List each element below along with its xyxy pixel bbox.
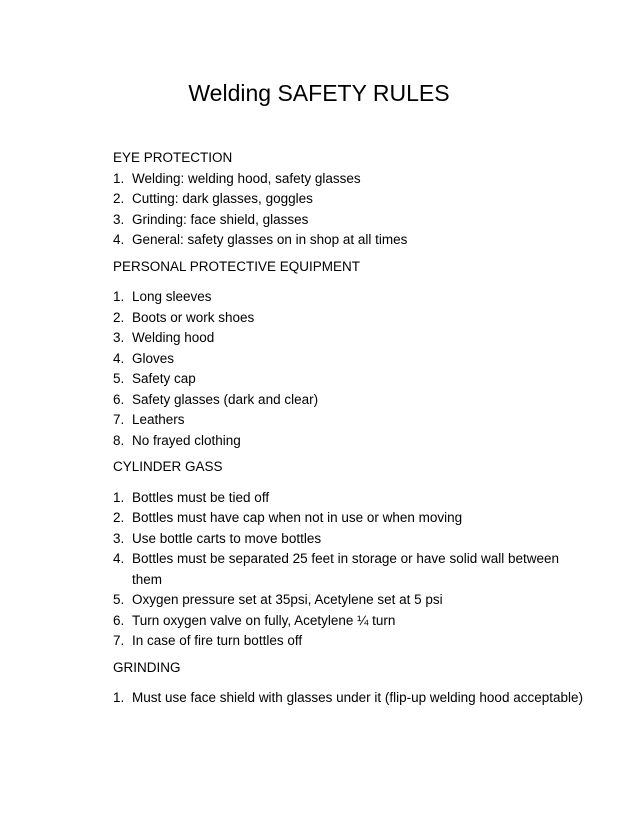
grinding-list (113, 688, 583, 709)
list-item: 4. Bottles must be separated 25 feet in storage or have solid wall between them (113, 551, 560, 587)
eye-protection-list (113, 169, 583, 251)
ppe-list (113, 287, 583, 451)
list-item: 5. Oxygen pressure set at 35psi, Acetylene set at 5 psi (113, 592, 443, 607)
list-item: 3. Grinding: face shield, glasses (113, 211, 309, 227)
section-eye-protection (113, 148, 583, 251)
cylinder-gass-list (113, 488, 583, 652)
list-item: 8. No frayed clothing (113, 432, 241, 448)
list-item: 3. Use bottle carts to move bottles (113, 530, 322, 546)
section-cylinder-gass (113, 457, 583, 652)
section-heading: CYLINDER GASS (113, 459, 223, 474)
list-item: 2. Cutting: dark glasses, goggles (113, 191, 313, 206)
list-item: 2. Boots or work shoes (113, 309, 255, 325)
document-body (113, 148, 583, 709)
list-item: 1. Welding: welding hood, safety glasses (113, 170, 361, 186)
list-item: 1. Long sleeves (113, 289, 212, 304)
section-heading: PERSONAL PROTECTIVE EQUIPMENT (113, 258, 361, 274)
section-grinding (113, 658, 583, 709)
section-heading: EYE PROTECTION (113, 150, 233, 165)
list-item: 4. Gloves (113, 350, 175, 366)
list-item: 2. Bottles must have cap when not in use or when moving (113, 510, 463, 525)
list-item: 5. Safety cap (113, 371, 196, 386)
list-item: 6. Turn oxygen valve on fully, Acetylene ¼ turn (113, 612, 396, 628)
list-item: 7. Leathers (113, 412, 185, 427)
list-item: 1. Bottles must be tied off (113, 489, 270, 505)
list-item: 4. General: safety glasses on in shop at all times (113, 232, 408, 247)
list-item: 6. Safety glasses (dark and clear) (113, 391, 319, 407)
list-item: 1. Must use face shield with glasses under it (flip-up welding hood acceptable) (113, 690, 583, 705)
section-heading: GRINDING (113, 659, 181, 675)
list-item: 3. Welding hood (113, 330, 215, 345)
page-title: Welding SAFETY RULES (188, 80, 450, 106)
section-personal-protective-equipment (113, 257, 583, 452)
list-item: 7. In case of fire turn bottles off (113, 633, 303, 648)
